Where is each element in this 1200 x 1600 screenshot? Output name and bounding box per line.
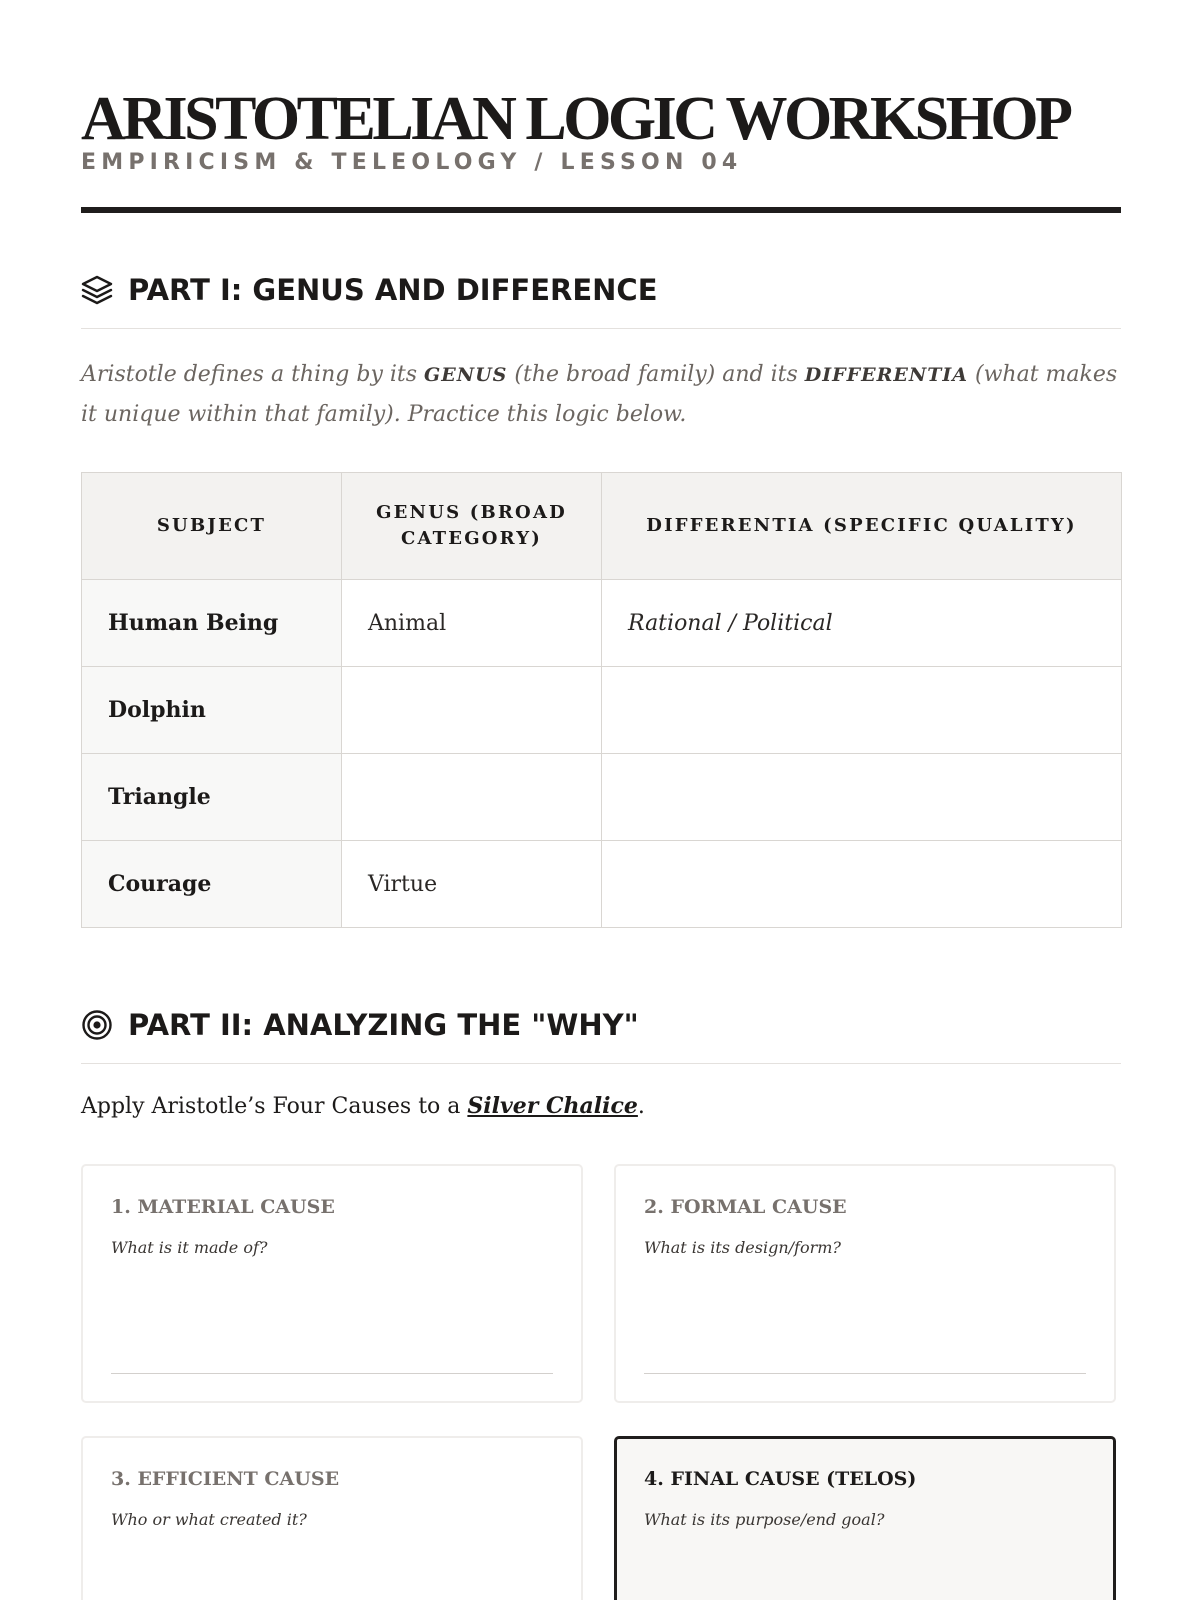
material-cause-card[interactable] [81, 1164, 583, 1403]
differentia-cell[interactable] [602, 841, 1122, 928]
subject-cell: Human Being [82, 580, 342, 667]
differentia-cell[interactable] [602, 667, 1122, 754]
cause-title: 3. EFFICIENT CAUSE [111, 1468, 340, 1490]
table-row [82, 754, 1122, 841]
cause-prompt: What is its purpose/end goal? [644, 1510, 885, 1529]
column-header-differentia: DIFFERENTIA (SPECIFIC QUALITY) [602, 473, 1122, 580]
genus-difference-table [81, 472, 1122, 928]
column-header-subject: SUBJECT [82, 473, 342, 580]
target-icon [81, 1009, 113, 1041]
table-row [82, 841, 1122, 928]
table-header-row [82, 473, 1122, 580]
instruction-text: . [637, 1094, 645, 1119]
efficient-cause-card[interactable] [81, 1436, 583, 1600]
cause-prompt: What is its design/form? [644, 1238, 841, 1257]
intro-text: (the broad family) and its [507, 362, 805, 387]
genus-cell[interactable]: Virtue [342, 841, 602, 928]
cause-prompt: Who or what created it? [111, 1510, 307, 1529]
intro-text: (what makes it unique within that family). Practice this logic below. [81, 362, 1118, 427]
cause-title: 2. FORMAL CAUSE [644, 1196, 847, 1218]
section-title: PART I: GENUS AND DIFFERENCE [128, 273, 658, 307]
column-header-genus: GENUS (BROAD CATEGORY) [342, 473, 602, 580]
differentia-term: DIFFERENTIA [804, 364, 968, 386]
answer-line[interactable] [111, 1373, 553, 1374]
table-row [82, 580, 1122, 667]
intro-text: Aristotle defines a thing by its [81, 362, 425, 387]
section-header-part-2 [81, 1007, 1121, 1064]
answer-line[interactable] [644, 1373, 1086, 1374]
genus-cell[interactable] [342, 754, 602, 841]
genus-cell[interactable]: Animal [342, 580, 602, 667]
differentia-cell[interactable] [602, 754, 1122, 841]
layers-icon [81, 274, 113, 306]
page-title: ARISTOTELIAN LOGIC WORKSHOP [81, 85, 1070, 153]
final-cause-card[interactable] [614, 1436, 1116, 1600]
subject-cell: Courage [82, 841, 342, 928]
part-1-intro [81, 355, 1121, 434]
subject-cell: Dolphin [82, 667, 342, 754]
section-title: PART II: ANALYZING THE "WHY" [128, 1008, 639, 1042]
section-header-part-1 [81, 272, 1121, 329]
differentia-cell[interactable]: Rational / Political [602, 580, 1122, 667]
genus-cell[interactable] [342, 667, 602, 754]
header-divider [81, 207, 1121, 213]
part-2-instruction [81, 1090, 645, 1123]
genus-term: GENUS [424, 364, 508, 386]
subject-cell: Triangle [82, 754, 342, 841]
page-subtitle: EMPIRICISM & TELEOLOGY / LESSON 04 [81, 150, 743, 175]
formal-cause-card[interactable] [614, 1164, 1116, 1403]
chalice-subject: Silver Chalice [467, 1093, 638, 1119]
table-row [82, 667, 1122, 754]
cause-title: 4. FINAL CAUSE (TELOS) [644, 1468, 917, 1490]
cause-prompt: What is it made of? [111, 1238, 268, 1257]
cause-title: 1. MATERIAL CAUSE [111, 1196, 335, 1218]
instruction-text: Apply Aristotle’s Four Causes to a [81, 1094, 468, 1119]
